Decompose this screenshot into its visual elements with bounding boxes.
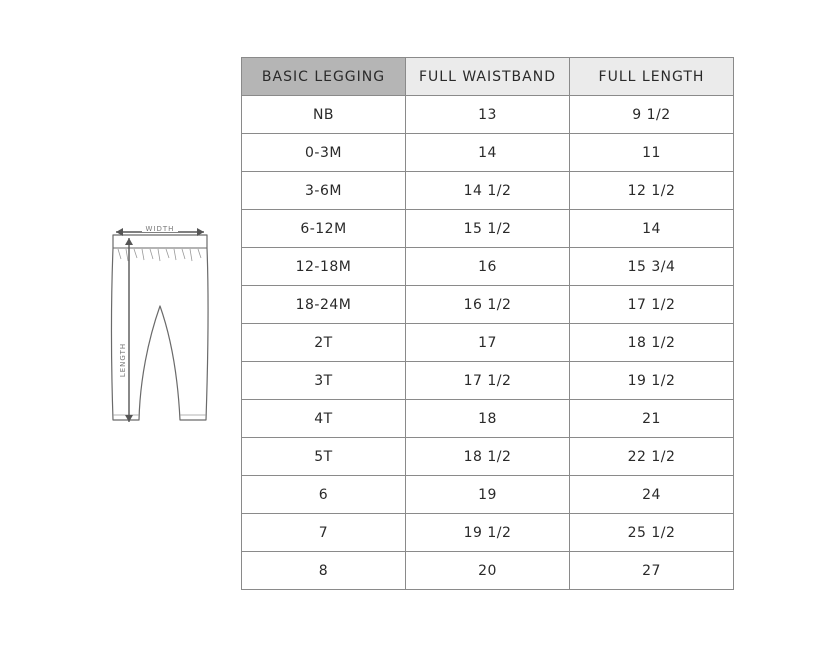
waistband-cell: 17 [406,324,570,362]
waistband-cell: 16 [406,248,570,286]
table-row [242,96,734,134]
header-full-length: FULL LENGTH [570,58,734,96]
length-cell: 12 1/2 [570,172,734,210]
length-label: LENGTH [119,342,127,378]
size-cell: 0-3M [242,134,406,172]
waistband-cell: 20 [406,552,570,590]
table-row [242,476,734,514]
header-row [242,58,734,96]
size-cell: 5T [242,438,406,476]
waistband-cell: 18 [406,400,570,438]
table-header [242,58,734,96]
waistband-cell: 17 1/2 [406,362,570,400]
length-cell: 21 [570,400,734,438]
length-cell: 17 1/2 [570,286,734,324]
size-cell: NB [242,96,406,134]
length-cell: 9 1/2 [570,96,734,134]
length-cell: 14 [570,210,734,248]
size-cell: 6-12M [242,210,406,248]
table-row [242,286,734,324]
size-cell: 18-24M [242,286,406,324]
legging-diagram [100,220,220,430]
size-cell: 8 [242,552,406,590]
table-row [242,362,734,400]
size-cell: 7 [242,514,406,552]
size-cell: 2T [242,324,406,362]
width-label: WIDTH [145,225,175,233]
waistband-cell: 14 1/2 [406,172,570,210]
table-body [242,96,734,590]
waistband-cell: 19 [406,476,570,514]
length-cell: 15 3/4 [570,248,734,286]
table-row [242,172,734,210]
length-cell: 11 [570,134,734,172]
length-cell: 27 [570,552,734,590]
length-cell: 22 1/2 [570,438,734,476]
waistband-cell: 13 [406,96,570,134]
size-cell: 6 [242,476,406,514]
table-row [242,248,734,286]
size-cell: 4T [242,400,406,438]
table-row [242,210,734,248]
table-row [242,134,734,172]
size-chart-table [241,57,734,590]
table-row [242,438,734,476]
table-row [242,400,734,438]
waistband-cell: 14 [406,134,570,172]
size-cell: 3-6M [242,172,406,210]
waistband-cell: 15 1/2 [406,210,570,248]
legging-outline [112,235,209,420]
table-row [242,514,734,552]
length-cell: 25 1/2 [570,514,734,552]
header-full-waistband: FULL WAISTBAND [406,58,570,96]
waistband-cell: 16 1/2 [406,286,570,324]
table-row [242,324,734,362]
size-cell: 3T [242,362,406,400]
table-row [242,552,734,590]
header-basic-legging: BASIC LEGGING [242,58,406,96]
size-cell: 12-18M [242,248,406,286]
length-cell: 18 1/2 [570,324,734,362]
length-cell: 24 [570,476,734,514]
length-cell: 19 1/2 [570,362,734,400]
waistband-cell: 18 1/2 [406,438,570,476]
waistband-cell: 19 1/2 [406,514,570,552]
legging-illustration [100,220,220,430]
